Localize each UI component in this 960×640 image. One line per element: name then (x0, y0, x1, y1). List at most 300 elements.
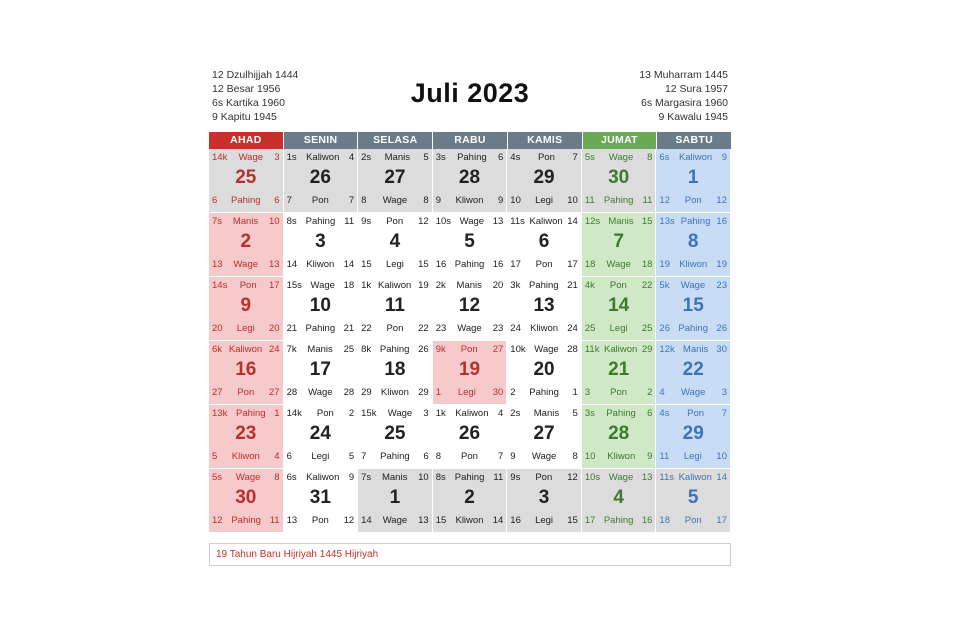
javanese-day: 11 (493, 472, 504, 483)
hijri-day: 14k (286, 408, 302, 419)
day-number: 9 (240, 295, 252, 316)
pasaran-bottom: Kliwon (455, 195, 484, 206)
day-cell[interactable] (656, 149, 731, 213)
day-cell[interactable] (582, 469, 657, 533)
aux-day-left: 20 (212, 323, 223, 334)
pasaran-bottom: Pon (684, 195, 702, 206)
day-top-row (361, 472, 429, 484)
pasaran-bottom: Wage (531, 451, 557, 462)
aux-day-right: 6 (423, 451, 429, 462)
javanese-day: 21 (567, 280, 578, 291)
hijri-day: 2s (510, 408, 521, 419)
month-title: Juli 2023 (410, 78, 530, 108)
pasaran: Manis (533, 408, 560, 419)
aux-day-left: 6 (286, 451, 292, 462)
day-bottom-row (436, 451, 504, 463)
day-cell[interactable] (582, 277, 657, 341)
pasaran-bottom: Legi (311, 451, 330, 462)
day-bottom-row (659, 387, 727, 399)
day-cell[interactable] (358, 277, 433, 341)
day-cell[interactable] (284, 341, 359, 405)
day-bottom-row (585, 323, 653, 335)
pasaran: Kaliwon (306, 472, 340, 483)
hijri-day: 15s (286, 280, 302, 291)
day-top-row (585, 280, 653, 292)
aux-day-left: 7 (361, 451, 367, 462)
hijri-day: 14k (212, 152, 228, 163)
day-bottom-row (287, 515, 355, 527)
day-number: 13 (533, 295, 555, 316)
day-number: 21 (608, 359, 630, 380)
day-number: 23 (235, 423, 257, 444)
aux-day-right: 10 (567, 195, 578, 206)
day-top-row (659, 280, 727, 292)
javanese-day: 27 (492, 344, 504, 355)
hijri-day: 4k (584, 280, 595, 291)
pasaran-bottom: Pahing (231, 515, 261, 526)
pasaran: Manis (232, 216, 259, 227)
day-cell[interactable] (209, 469, 284, 533)
aux-day-right: 28 (343, 387, 355, 398)
day-cell[interactable] (358, 149, 433, 213)
day-top-row (287, 152, 355, 164)
aux-day-right: 2 (647, 387, 653, 398)
day-number: 22 (682, 359, 704, 380)
javanese-day: 2 (348, 408, 355, 419)
pasaran: Wage (238, 152, 264, 163)
pasaran-bottom: Pon (311, 195, 329, 206)
pasaran-bottom: Kliwon (607, 451, 636, 462)
aux-day-left: 14 (361, 515, 372, 526)
day-number: 30 (608, 167, 630, 188)
day-top-row (361, 216, 429, 228)
javanese-day: 16 (716, 216, 727, 227)
day-cell[interactable] (582, 149, 657, 213)
day-top-row (361, 344, 429, 356)
hijri-day: 2k (435, 280, 446, 291)
day-number: 29 (533, 167, 555, 188)
aux-day-left: 7 (286, 195, 292, 206)
pasaran: Wage (680, 280, 706, 291)
day-top-row (212, 344, 280, 356)
javanese-day: 29 (641, 344, 653, 355)
day-bottom-row (585, 259, 653, 271)
pasaran: Wage (310, 280, 335, 291)
day-cell[interactable] (656, 213, 731, 277)
day-top-row (212, 408, 280, 420)
hijri-day: 6k (212, 344, 223, 355)
pasaran-bottom: Legi (683, 451, 702, 462)
aux-day-right: 22 (418, 323, 429, 334)
pasaran-bottom: Wage (382, 515, 408, 526)
pasaran-bottom: Pon (684, 515, 702, 526)
javanese-day: 19 (418, 280, 429, 291)
pasaran-bottom: Wage (308, 387, 333, 398)
day-top-row (585, 408, 653, 420)
day-cell[interactable] (209, 277, 284, 341)
day-bottom-row (659, 451, 727, 463)
aux-day-right: 11 (642, 195, 653, 206)
aux-day-right: 5 (348, 451, 355, 462)
day-cell[interactable] (656, 405, 731, 469)
day-cell[interactable] (358, 341, 433, 405)
day-cell[interactable] (433, 469, 508, 533)
aux-day-left: 2 (510, 387, 516, 398)
day-cell[interactable] (507, 277, 582, 341)
pasaran: Pahing (606, 408, 636, 419)
day-cell[interactable] (507, 405, 582, 469)
day-top-row (510, 472, 578, 484)
hijri-day: 11s (510, 216, 525, 227)
day-number: 10 (309, 295, 331, 316)
weekday-tuesday: SELASA (358, 132, 433, 149)
day-number: 3 (315, 231, 326, 252)
day-cell[interactable] (209, 213, 284, 277)
pasaran-bottom: Kliwon (380, 387, 409, 398)
aux-day-left: 25 (584, 323, 596, 334)
pasaran-bottom: Pahing (529, 387, 559, 398)
day-bottom-row (361, 259, 429, 271)
day-bottom-row (436, 195, 504, 207)
javanese-day: 5 (572, 408, 578, 419)
era-line: 6s Kartika 1960 (212, 97, 285, 109)
pasaran-bottom: Pahing (454, 259, 485, 270)
pasaran-bottom: Pahing (678, 323, 708, 334)
day-top-row (361, 280, 429, 292)
day-number: 15 (682, 295, 704, 316)
day-bottom-row (510, 387, 578, 399)
hijri-day: 12s (584, 216, 601, 227)
calendar-header (209, 64, 731, 130)
weekday-saturday: SABTU (657, 132, 731, 149)
javanese-day: 30 (716, 344, 727, 355)
aux-day-left: 1 (435, 387, 441, 398)
day-number: 19 (458, 359, 481, 380)
day-top-row (585, 152, 653, 164)
pasaran: Kaliwon (455, 408, 489, 419)
day-top-row (436, 472, 504, 484)
era-line: 6s Margasira 1960 (641, 97, 728, 109)
javanese-day: 4 (497, 408, 504, 419)
day-bottom-row (287, 195, 355, 207)
hijri-day: 10s (584, 472, 601, 483)
day-cell[interactable] (507, 149, 582, 213)
day-cell[interactable] (507, 213, 582, 277)
javanese-day: 8 (274, 472, 280, 483)
weekday-wednesday: RABU (433, 132, 508, 149)
hijri-day: 2s (361, 152, 372, 163)
day-number: 26 (309, 167, 331, 188)
javanese-day: 4 (348, 152, 355, 163)
pasaran: Kaliwon (678, 472, 712, 483)
pasaran: Manis (307, 344, 333, 355)
aux-day-right: 24 (567, 323, 578, 334)
pasaran: Manis (384, 152, 410, 163)
aux-day-left: 18 (659, 515, 670, 526)
aux-day-left: 12 (212, 515, 223, 526)
javanese-day: 26 (418, 344, 429, 355)
javanese-day: 24 (268, 344, 280, 355)
aux-day-right: 9 (497, 195, 504, 206)
pasaran-bottom: Legi (236, 323, 255, 334)
day-cell[interactable] (433, 213, 508, 277)
pasaran: Wage (534, 344, 559, 355)
aux-day-left: 8 (435, 451, 441, 462)
holiday-note: 19 Tahun Baru Hijriyah 1445 Hijriyah (209, 543, 731, 566)
hijri-day: 5k (659, 280, 670, 291)
aux-day-right: 19 (716, 259, 727, 270)
pasaran-bottom: Legi (535, 195, 554, 206)
aux-day-left: 4 (659, 387, 665, 398)
day-bottom-row (510, 323, 578, 335)
day-cell[interactable] (358, 405, 433, 469)
hijri-day: 14s (212, 280, 228, 291)
era-line: 9 Kapitu 1945 (212, 111, 277, 123)
day-cell[interactable] (433, 405, 508, 469)
day-number: 30 (235, 487, 257, 508)
aux-day-right: 25 (641, 323, 653, 334)
aux-day-right: 13 (418, 515, 429, 526)
hijri-day: 7s (361, 472, 372, 483)
hijri-day: 6s (286, 472, 297, 483)
day-cell[interactable] (284, 277, 359, 341)
pasaran: Wage (608, 472, 634, 483)
aux-day-left: 9 (510, 451, 516, 462)
pasaran-bottom: Legi (385, 259, 404, 270)
pasaran: Pon (386, 216, 404, 227)
hijri-day: 7s (212, 216, 223, 227)
javanese-day: 28 (567, 344, 578, 355)
day-cell[interactable] (209, 341, 284, 405)
hijri-day: 8s (435, 472, 446, 483)
hijri-day: 1s (286, 152, 297, 163)
day-cell[interactable] (284, 213, 359, 277)
day-number: 12 (458, 295, 481, 316)
day-top-row (212, 280, 280, 292)
aux-day-left: 10 (584, 451, 596, 462)
pasaran-bottom: Wage (680, 387, 706, 398)
hijri-day: 5s (212, 472, 223, 483)
day-top-row (287, 408, 355, 420)
day-number: 11 (384, 295, 405, 316)
day-bottom-row (659, 515, 727, 527)
pasaran-bottom: Pon (535, 259, 553, 270)
pasaran-bottom: Wage (233, 259, 259, 270)
aux-day-left: 28 (286, 387, 298, 398)
javanese-day: 3 (274, 152, 280, 163)
day-cell[interactable] (433, 149, 508, 213)
day-bottom-row (361, 515, 429, 527)
day-bottom-row (510, 259, 578, 271)
pasaran-bottom: Pahing (380, 451, 410, 462)
day-bottom-row (436, 323, 504, 335)
aux-day-right: 15 (567, 515, 578, 526)
pasaran: Pon (609, 280, 627, 291)
aux-day-left: 16 (510, 515, 521, 526)
day-number: 8 (687, 231, 699, 252)
aux-day-left: 11 (659, 451, 670, 462)
pasaran-bottom: Kliwon (530, 323, 559, 334)
javanese-day: 9 (721, 152, 727, 163)
aux-day-left: 17 (510, 259, 521, 270)
aux-day-left: 29 (361, 387, 372, 398)
pasaran: Wage (459, 216, 485, 227)
day-cell[interactable] (582, 341, 657, 405)
javanese-day: 3 (423, 408, 429, 419)
hijri-day: 9k (435, 344, 446, 355)
aux-day-left: 22 (361, 323, 372, 334)
day-bottom-row (585, 451, 653, 463)
aux-day-right: 12 (343, 515, 355, 526)
aux-day-right: 14 (343, 259, 355, 270)
aux-day-right: 14 (492, 515, 504, 526)
day-cell[interactable] (433, 341, 508, 405)
pasaran-bottom: Pahing (230, 195, 261, 206)
hijri-day: 6s (659, 152, 670, 163)
era-line: 9 Kawalu 1945 (658, 111, 728, 123)
day-bottom-row (510, 195, 578, 207)
javanese-day: 14 (716, 472, 727, 483)
aux-day-left: 8 (361, 195, 367, 206)
pasaran-bottom: Pon (237, 387, 255, 398)
day-cell[interactable] (358, 213, 433, 277)
day-cell[interactable] (284, 149, 359, 213)
day-cell[interactable] (582, 213, 657, 277)
day-top-row (287, 216, 355, 228)
day-bottom-row (212, 387, 280, 399)
pasaran-bottom: Legi (535, 515, 554, 526)
day-top-row (659, 344, 727, 356)
aux-day-right: 7 (497, 451, 504, 462)
day-number: 7 (613, 231, 624, 252)
javanese-day: 8 (647, 152, 653, 163)
day-cell[interactable] (284, 405, 359, 469)
day-number: 27 (384, 167, 406, 188)
javanese-day: 5 (423, 152, 429, 163)
aux-day-right: 27 (268, 387, 280, 398)
aux-day-left: 23 (435, 323, 447, 334)
day-cell[interactable] (656, 469, 731, 533)
weekday-sunday: AHAD (209, 132, 284, 149)
aux-day-left: 13 (286, 515, 298, 526)
day-top-row (659, 472, 727, 484)
day-cell[interactable] (209, 149, 284, 213)
pasaran: Wage (608, 152, 634, 163)
hijri-day: 13s (659, 216, 675, 227)
day-cell[interactable] (507, 469, 582, 533)
javanese-day: 13 (492, 216, 504, 227)
day-top-row (212, 472, 280, 484)
weekday-friday: JUMAT (583, 132, 658, 149)
pasaran-bottom: Pon (386, 323, 404, 334)
day-bottom-row (212, 195, 280, 207)
day-top-row (510, 344, 578, 356)
pasaran: Pon (460, 344, 478, 355)
day-top-row (585, 472, 653, 484)
day-bottom-row (212, 259, 280, 271)
day-bottom-row (287, 259, 355, 271)
pasaran-bottom: Legi (457, 387, 476, 398)
pasaran: Pahing (305, 216, 336, 227)
aux-day-right: 6 (274, 195, 280, 206)
day-cell[interactable] (358, 469, 433, 533)
pasaran-bottom: Legi (609, 323, 628, 334)
day-bottom-row (287, 323, 355, 335)
day-number: 4 (613, 487, 624, 508)
hijri-day: 10s (435, 216, 452, 227)
aux-day-left: 21 (286, 323, 298, 334)
era-line: 13 Muharram 1445 (639, 69, 728, 81)
day-number: 1 (389, 487, 401, 508)
aux-day-right: 26 (716, 323, 727, 334)
pasaran: Manis (381, 472, 408, 483)
day-number: 24 (309, 423, 331, 444)
era-line: 12 Besar 1956 (212, 83, 281, 95)
day-bottom-row (212, 323, 280, 335)
day-number: 26 (458, 423, 481, 444)
era-line: 12 Dzulhijjah 1444 (212, 69, 299, 81)
aux-day-left: 6 (212, 195, 218, 206)
pasaran-bottom: Kliwon (455, 515, 484, 526)
javanese-day: 14 (567, 216, 578, 227)
pasaran-bottom: Pon (610, 387, 628, 398)
day-number: 31 (309, 487, 331, 508)
javanese-day: 1 (274, 408, 280, 419)
aux-day-left: 14 (286, 259, 298, 270)
aux-day-right: 9 (647, 451, 653, 462)
pasaran: Pon (316, 408, 334, 419)
pasaran: Kaliwon (604, 344, 638, 355)
day-top-row (510, 152, 578, 164)
aux-day-right: 16 (492, 259, 504, 270)
aux-day-right: 21 (343, 323, 355, 334)
javanese-day: 10 (268, 216, 280, 227)
pasaran: Pon (537, 152, 555, 163)
aux-day-right: 16 (641, 515, 653, 526)
javanese-day: 12 (567, 472, 578, 483)
day-number: 18 (384, 359, 406, 380)
hijri-day: 1k (435, 408, 446, 419)
pasaran: Pahing (379, 344, 410, 355)
day-cell[interactable] (507, 341, 582, 405)
day-cell[interactable] (656, 277, 731, 341)
day-bottom-row (361, 451, 429, 463)
day-cell[interactable] (582, 405, 657, 469)
aux-day-right: 4 (274, 451, 280, 462)
day-top-row (659, 216, 727, 228)
right-era-list (639, 68, 728, 124)
day-bottom-row (287, 387, 355, 399)
day-top-row (436, 280, 504, 292)
pasaran: Pahing (680, 216, 711, 227)
day-bottom-row (361, 323, 429, 335)
day-number: 27 (533, 423, 555, 444)
hijri-day: 4s (510, 152, 521, 163)
javanese-day: 17 (268, 280, 280, 291)
aux-day-right: 18 (641, 259, 653, 270)
aux-day-left: 15 (435, 515, 447, 526)
day-cell[interactable] (433, 277, 508, 341)
day-top-row (510, 408, 578, 420)
javanese-day: 12 (418, 216, 429, 227)
day-cell[interactable] (209, 405, 284, 469)
day-cell[interactable] (656, 341, 731, 405)
day-top-row (585, 216, 653, 228)
day-top-row (212, 216, 280, 228)
day-cell[interactable] (284, 469, 359, 533)
javanese-day: 7 (721, 408, 727, 419)
pasaran: Kaliwon (678, 152, 713, 163)
